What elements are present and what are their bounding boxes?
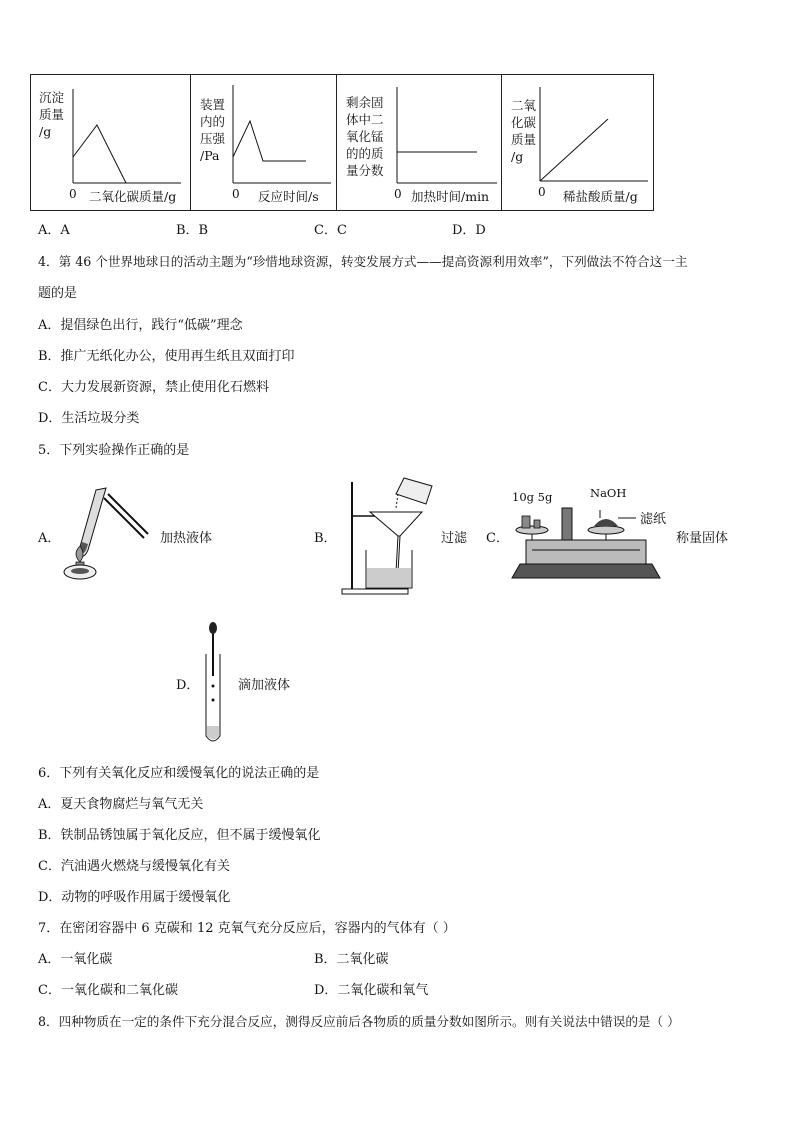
- q4-option-a: A．提倡绿色出行，践行“低碳”理念: [38, 318, 243, 333]
- graph-b-origin: 0: [232, 187, 240, 201]
- q6-option-d: D．动物的呼吸作用属于缓慢氧化: [38, 890, 231, 905]
- q5-c-weights: 10g 5g: [512, 490, 553, 504]
- q4-option-c: C．大力发展新资源，禁止使用化石燃料: [38, 380, 269, 395]
- q5-d-caption: 滴加液体: [238, 678, 291, 693]
- q5-a-caption: 加热液体: [160, 531, 213, 546]
- q5-c-paper: 滤纸: [640, 512, 667, 527]
- graph-a-x-label: 二氧化碳质量/g: [89, 189, 177, 204]
- graph-a-y-label: 沉淀 质量 /g: [39, 90, 65, 139]
- q4-stem-line2: 题的是: [38, 286, 78, 301]
- graph-c-x-label: 加热时间/min: [411, 189, 490, 204]
- q7-option-c: C．一氧化碳和二氧化碳: [38, 983, 178, 998]
- q7-option-b: B．二氧化碳: [314, 952, 389, 967]
- q6-option-a: A．夏天食物腐烂与氧气无关: [38, 797, 204, 812]
- graph-d: [502, 75, 654, 210]
- q7-option-d: D．二氧化碳和氧气: [314, 983, 429, 998]
- graph-b-y-label: 装置 内的 压强 /Pa: [200, 97, 226, 163]
- graph-b: [191, 75, 337, 210]
- q7-option-a: A．一氧化碳: [38, 952, 113, 967]
- graph-d-y-label: 二氧 化碳 质量 /g: [511, 98, 537, 164]
- q5-a-letter: A．: [38, 531, 61, 546]
- heating-liquid-illustration: [58, 480, 158, 580]
- graph-b-curve: [233, 121, 306, 161]
- graph-c-y-label: 剩余固 体中二 氧化锰 的的质 量分数: [346, 95, 384, 178]
- q3-option-b: B．B: [176, 223, 209, 238]
- q5-stem: 5．下列实验操作正确的是: [38, 443, 190, 458]
- q4-option-b: B．推广无纸化办公，使用再生纸且双面打印: [38, 349, 295, 364]
- q4-stem-line1: 4．第 46 个世界地球日的活动主题为“珍惜地球资源，转变发展方式——提高资源利用效率”，下列做法不符合这一主: [38, 254, 688, 269]
- graph-a-origin: 0: [69, 187, 77, 201]
- q5-b-letter: B．: [314, 531, 337, 546]
- q7-stem: 7．在密闭容器中 6 克碳和 12 克氧气充分反应后，容器内的气体有（ ）: [38, 921, 456, 936]
- q6-stem: 6．下列有关氧化反应和缓慢氧化的说法正确的是: [38, 766, 320, 781]
- q3-graph-table: [30, 74, 654, 211]
- filtration-illustration: [338, 472, 448, 598]
- q4-option-d: D．生活垃圾分类: [38, 411, 140, 426]
- q5-b-caption: 过滤: [441, 531, 468, 546]
- q6-option-b: B．铁制品锈蚀属于氧化反应，但不属于缓慢氧化: [38, 828, 321, 843]
- q3-option-c: C．C: [314, 223, 347, 238]
- q6-option-c: C．汽油遇火燃烧与缓慢氧化有关: [38, 859, 230, 874]
- q3-option-d: D．D: [452, 223, 486, 238]
- graph-b-x-label: 反应时间/s: [258, 189, 319, 204]
- graph-c: [337, 75, 502, 210]
- q5-d-letter: D．: [176, 678, 200, 693]
- q3-option-a: A．A: [38, 223, 70, 238]
- q8-stem: 8．四种物质在一定的条件下充分混合反应，测得反应前后各物质的质量分数如图所示。则有关说法中错误的是（ ）: [38, 1014, 680, 1029]
- dropper-illustration: [198, 620, 228, 746]
- graph-d-origin: 0: [538, 185, 546, 199]
- graph-d-x-label: 稀盐酸质量/g: [563, 189, 638, 204]
- q5-c-caption: 称量固体: [676, 531, 729, 546]
- graph-a: [31, 75, 191, 210]
- graph-a-curve: [73, 125, 126, 183]
- q5-c-naoh: NaOH: [590, 486, 627, 500]
- graph-c-origin: 0: [394, 187, 402, 201]
- q5-c-letter: C．: [486, 531, 509, 546]
- graph-d-curve: [540, 119, 608, 181]
